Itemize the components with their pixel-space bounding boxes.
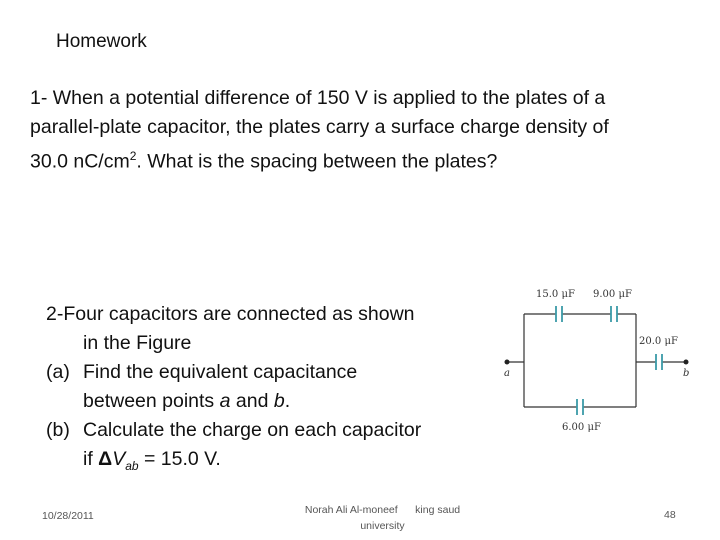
part-a-label: (a): [46, 361, 70, 383]
exponent: 2: [129, 149, 137, 163]
part-a: [46, 358, 486, 387]
delta-symbol: Δ: [98, 448, 113, 470]
question-1: [30, 84, 700, 177]
voltage-value: = 15.0 V.: [138, 448, 221, 470]
label-15uF: 15.0 μF: [536, 289, 575, 300]
circuit-figure: [496, 282, 696, 442]
point-b: b: [273, 390, 285, 412]
charge-density-value: 30.0 nC/cm: [30, 150, 130, 173]
circuit-wires: [507, 314, 686, 407]
part-b: [46, 416, 486, 445]
if-text: if: [83, 448, 99, 470]
capacitor-6uF-symbol: [577, 399, 583, 415]
capacitor-plates: [556, 306, 662, 415]
node-a-dot: [505, 360, 510, 365]
voltage-symbol: V: [112, 448, 126, 470]
node-b-dot: [684, 360, 689, 365]
capacitor-20uF-symbol: [656, 354, 662, 370]
question-1-line-1: 1- When a potential difference of 150 V is applied to the plates of a: [30, 87, 606, 109]
label-20uF: 20.0 μF: [639, 336, 678, 347]
capacitor-9uF-symbol: [611, 306, 617, 322]
page-number: 48: [664, 509, 676, 521]
part-b-line-2: [46, 445, 486, 481]
and-text: and: [230, 390, 274, 412]
question-2: [46, 300, 486, 481]
voltage-subscript: ab: [125, 458, 139, 473]
footer-author-line-2: university: [360, 520, 405, 532]
question-2-line-2: in the Figure: [83, 332, 192, 354]
label-node-a: a: [504, 368, 510, 379]
page-title: Homework: [56, 31, 147, 52]
part-b-label: (b): [46, 419, 70, 441]
question-1-line-3: [30, 142, 700, 177]
footer-date: 10/28/2011: [42, 510, 94, 522]
question-1-line-2: parallel-plate capacitor, the plates carry a surface charge density of: [30, 116, 609, 138]
label-node-b: b: [683, 368, 690, 379]
period: .: [284, 390, 291, 412]
question-1-line-3-rest: . What is the spacing between the plates?: [136, 150, 498, 173]
point-a: a: [219, 390, 231, 412]
question-2-line-1: 2-Four capacitors are connected as shown: [46, 303, 415, 325]
part-a-line-2-text: between points: [83, 390, 220, 412]
footer-author-line-1: Norah Ali Al-moneef king saud: [304, 504, 461, 516]
label-6uF: 6.00 μF: [562, 422, 601, 433]
part-a-text: Find the equivalent capacitance: [83, 361, 358, 383]
label-9uF: 9.00 μF: [593, 289, 632, 300]
capacitor-15uF-symbol: [556, 306, 562, 322]
part-a-line-2: [46, 387, 486, 416]
part-b-text: Calculate the charge on each capacitor: [83, 419, 422, 441]
footer-author: [275, 502, 490, 534]
